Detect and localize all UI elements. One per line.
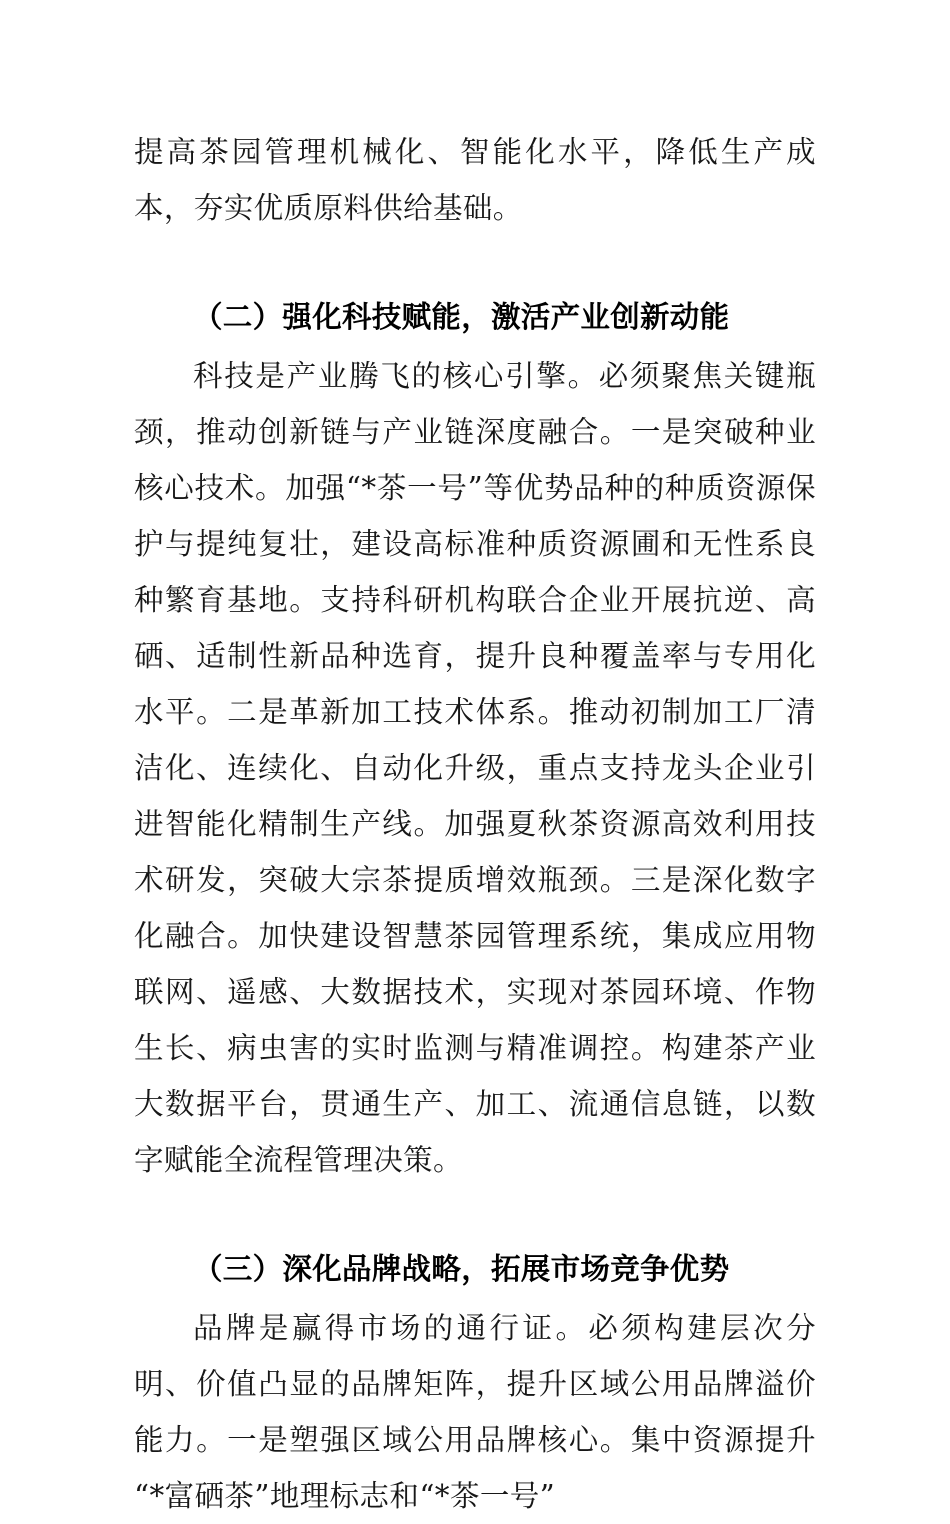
page-content	[134, 124, 816, 1524]
spacer-before-heading-2	[134, 236, 816, 290]
paragraph-section-three-body: 品牌是赢得市场的通行证。必须构建层次分明、价值凸显的品牌矩阵，提升区域公用品牌溢价能力。一是塑强区域公用品牌核心。集中资源提升“*富硒茶”地理标志和“*茶一号”	[134, 1311, 816, 1513]
spacer-before-heading-3	[134, 1188, 816, 1242]
section-heading-three: （三）深化品牌战略，拓展市场竞争优势	[193, 1253, 730, 1286]
paragraph-section-two-body: 科技是产业腾飞的核心引擎。必须聚焦关键瓶颈，推动创新链与产业链深度融合。一是突破种业核心技术。加强“*茶一号”等优势品种的种质资源保护与提纯复壮，建设高标准种质资源圃和无性系良种繁育基地。支持科研机构联合企业开展抗逆、高硒、适制性新品种选育，提升良种覆盖率与专用化水平。二是革新加工技术体系。推动初制加工厂清洁化、连续化、自动化升级，重点支持龙头企业引进智能化精制生产线。加强夏秋茶资源高效利用技术研发，突破大宗茶提质增效瓶颈。三是深化数字化融合。加快建设智慧茶园管理系统，集成应用物联网、遥感、大数据技术，实现对茶园环境、作物生长、病虫害的实时监测与精准调控。构建茶产业大数据平台，贯通生产、加工、流通信息链，以数字赋能全流程管理决策。	[134, 359, 816, 1177]
section-heading-two: （二）强化科技赋能，激活产业创新动能	[193, 301, 730, 334]
paragraph-continuation: 提高茶园管理机械化、智能化水平，降低生产成本，夯实优质原料供给基础。	[134, 135, 816, 225]
